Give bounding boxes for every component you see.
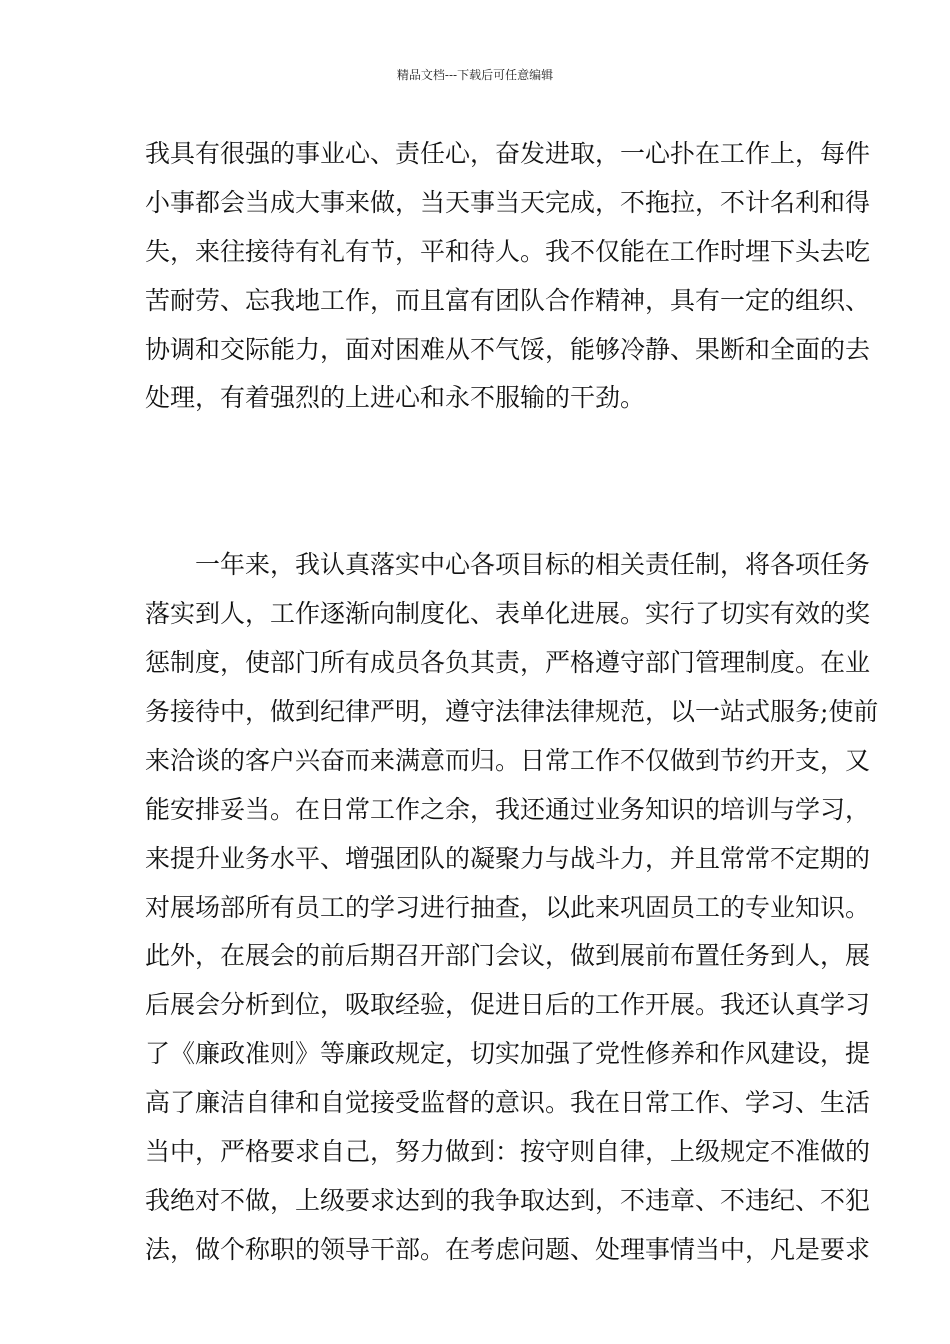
text-line: 来提升业务水平、增强团队的凝聚力与战斗力，并且常常不定期的 [145,843,871,873]
text-line: 对展场部所有员工的学习进行抽查，以此来巩固员工的专业知识。 [145,892,871,922]
text-line: 我具有很强的事业心、责任心，奋发进取，一心扑在工作上，每件 [145,139,871,168]
text-line: 处理，有着强烈的上进心和永不服输的干劲。 [145,383,646,413]
text-line: 失，来往接待有礼有节，平和待人。我不仅能在工作时埋下头去吃 [145,236,871,266]
text-line: 苦耐劳、忘我地工作，而且富有团队合作精神，具有一定的组织、 [145,285,871,315]
text-line: 高了廉洁自律和自觉接受监督的意识。我在日常工作、学习、生活 [145,1088,871,1118]
text-line: 小事都会当成大事来做，当天事当天完成，不拖拉，不计名利和得 [145,187,871,217]
text-line: 我绝对不做，上级要求达到的我争取达到，不违章、不违纪、不犯 [145,1185,871,1215]
text-line: 能安排妥当。在日常工作之余，我还通过业务知识的培训与学习， [145,794,871,824]
text-line: 协调和交际能力，面对困难从不气馁，能够冷静、果断和全面的去 [145,334,871,364]
page-header: 精品文档---下载后可任意编辑 [396,68,554,82]
document-body [145,130,879,1275]
text-line: 来洽谈的客户兴奋而来满意而归。日常工作不仅做到节约开支，又 [145,745,871,775]
text-line: 此外，在展会的前后期召开部门会议，做到展前布置任务到人，展 [145,941,871,971]
text-line: 惩制度，使部门所有成员各负其责，严格遵守部门管理制度。在业 [145,648,871,678]
text-line: 当中，严格要求自己，努力做到：按守则自律，上级规定不准做的 [145,1137,871,1167]
paragraph-spacer [145,423,810,541]
text-line: 了《廉政准则》等廉政规定，切实加强了党性修养和作风建设，提 [145,1039,871,1069]
text-line: 后展会分析到位，吸取经验，促进日后的工作开展。我还认真学习 [145,990,871,1020]
text-line: 落实到人，工作逐渐向制度化、表单化进展。实行了切实有效的奖 [145,599,871,629]
text-line: 一年来，我认真落实中心各项目标的相关责任制，将各项任务 [195,550,871,580]
paragraph-2 [145,541,879,1274]
paragraph-1 [145,130,871,423]
text-line: 法，做个称职的领导干部。在考虑问题、处理事情当中，凡是要求 [145,1234,871,1264]
text-line: 务接待中，做到纪律严明，遵守法律法律规范，以一站式服务;使前 [145,697,879,727]
